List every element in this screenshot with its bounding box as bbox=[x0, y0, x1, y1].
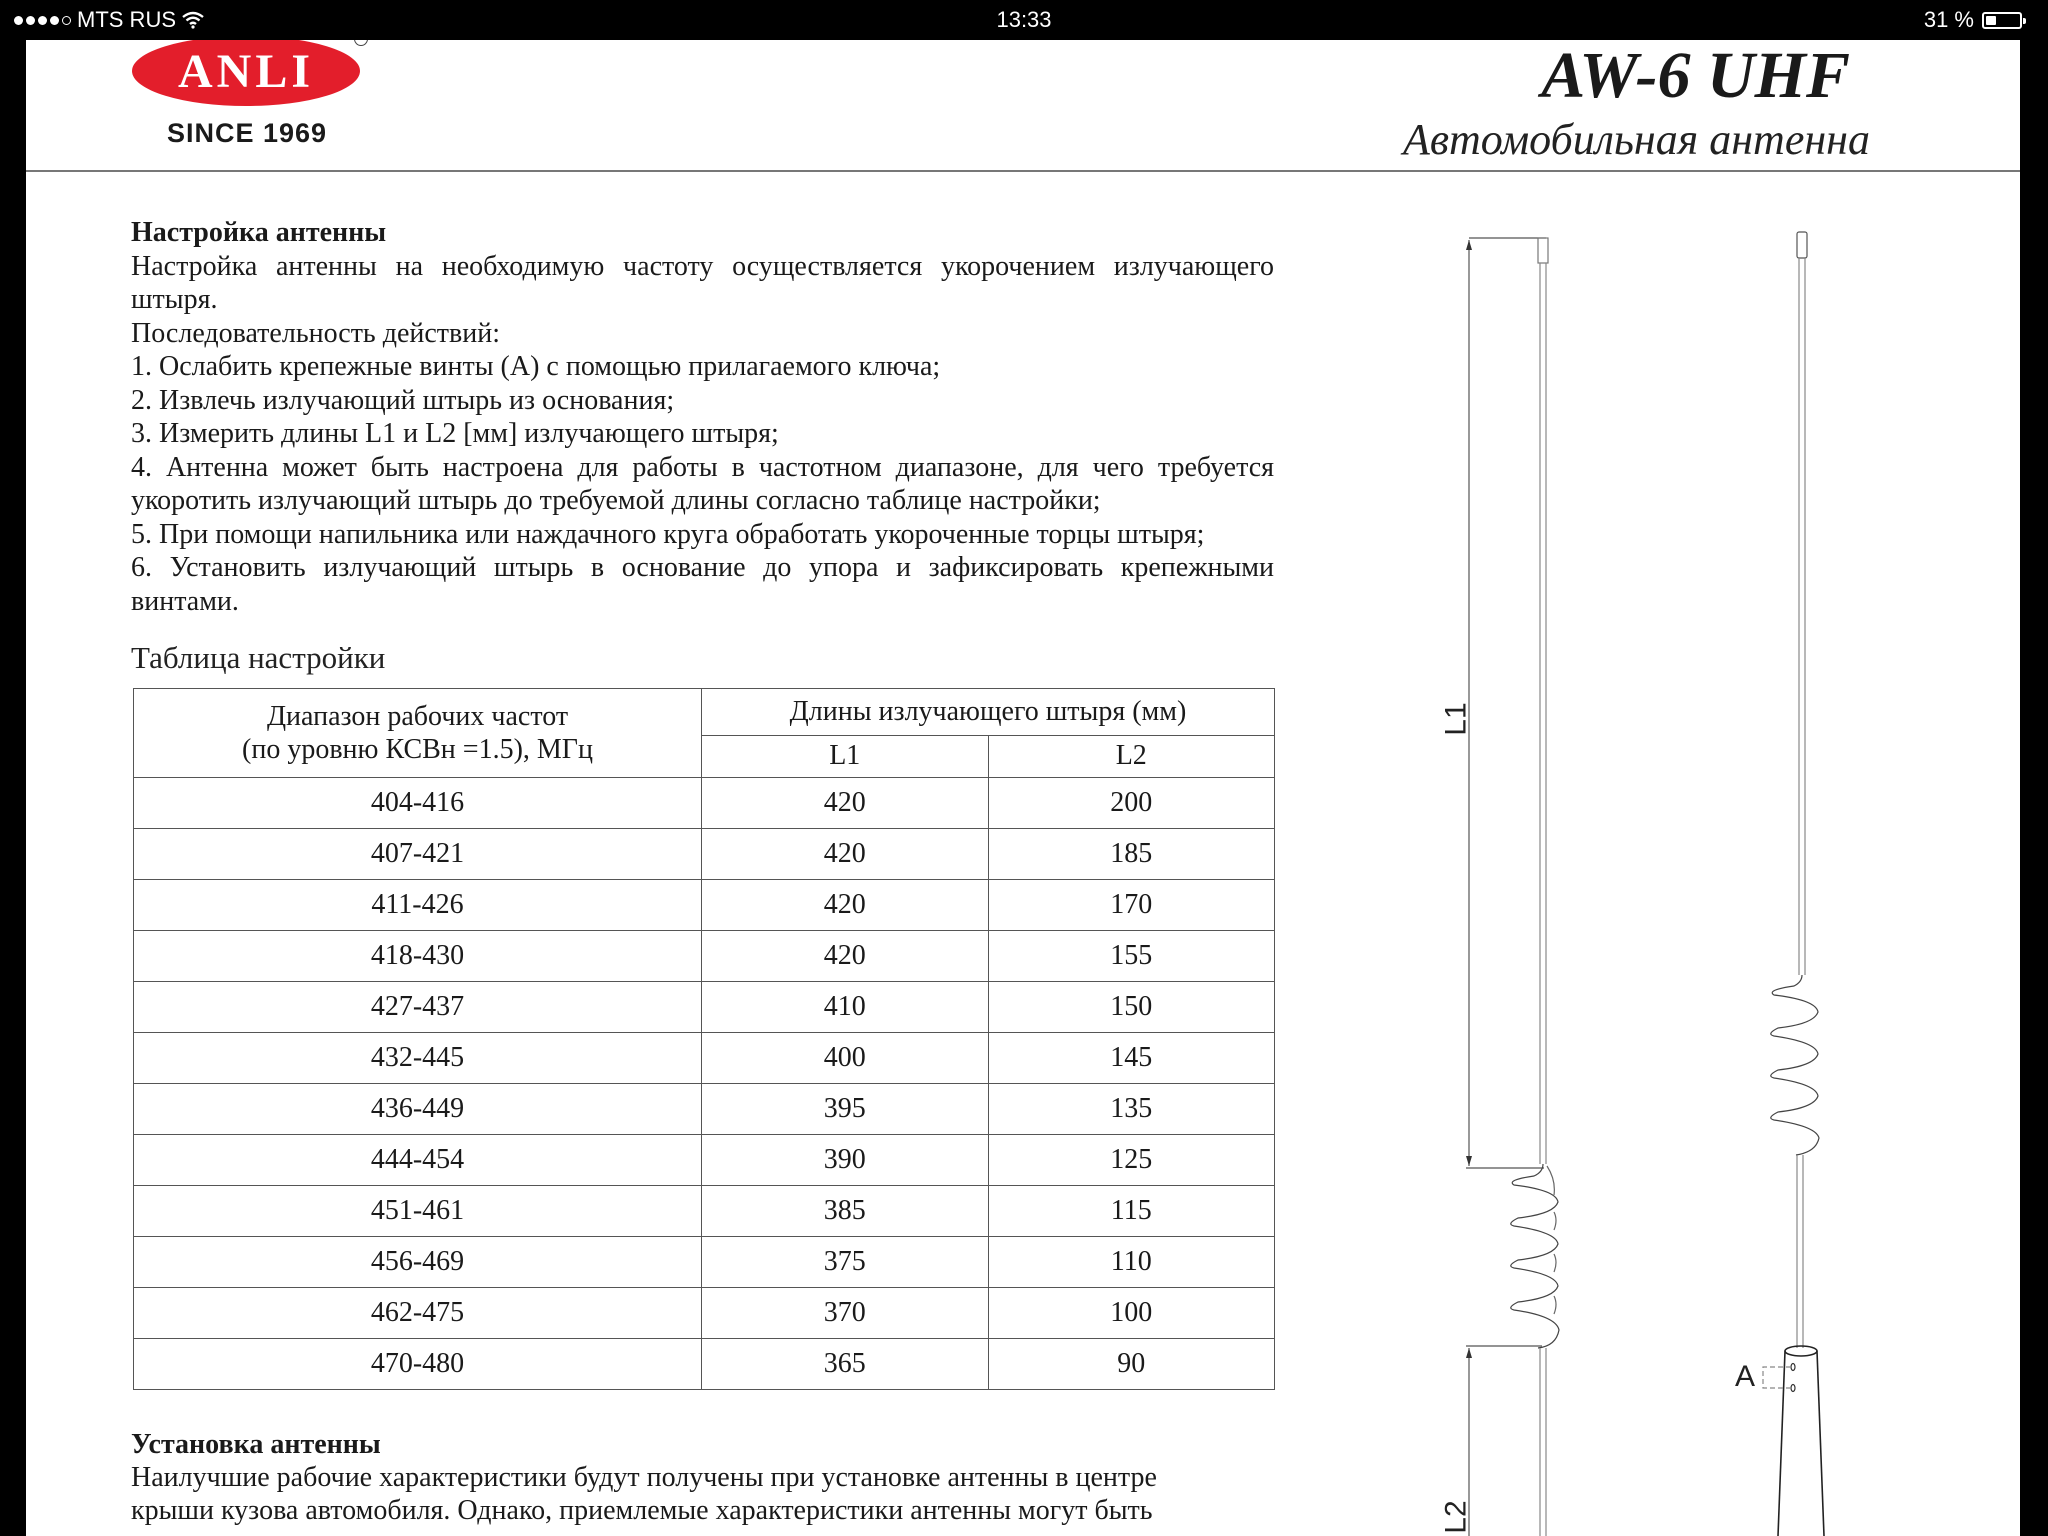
table-row bbox=[134, 1288, 1275, 1339]
tuning-table-body bbox=[134, 778, 1275, 1390]
product-title: AW-6 UHF bbox=[1541, 40, 1850, 112]
header-length: Длины излучающего штыря (мм) bbox=[702, 689, 1275, 736]
document-page[interactable] bbox=[26, 40, 2020, 1536]
table-row bbox=[134, 1084, 1275, 1135]
header-frequency-line2: (по уровню КСВн =1.5), МГц bbox=[242, 734, 593, 765]
right-antenna bbox=[1763, 232, 1824, 1536]
cell-freq: 407-421 bbox=[134, 829, 702, 880]
install-section bbox=[131, 1428, 1274, 1527]
cell-l2: 170 bbox=[988, 880, 1275, 931]
cell-l1: 375 bbox=[702, 1237, 989, 1288]
cell-freq: 470-480 bbox=[134, 1339, 702, 1390]
table-row bbox=[134, 1186, 1275, 1237]
tuning-intro: Настройка антенны на необходимую частоту осуществляется укорочением излучающего штыря. bbox=[131, 250, 1274, 315]
battery-fill bbox=[1986, 16, 1996, 25]
carrier-name: MTS RUS bbox=[77, 7, 176, 32]
install-heading: Установка антенны bbox=[131, 1429, 381, 1460]
battery-icon bbox=[1982, 12, 2022, 29]
screw-a-1 bbox=[1791, 1364, 1795, 1371]
label-l2: L2 bbox=[1439, 1500, 1473, 1534]
l1-arrow-top-icon bbox=[1466, 240, 1472, 250]
l2-arrow-top-icon bbox=[1466, 1348, 1472, 1358]
cell-freq: 444-454 bbox=[134, 1135, 702, 1186]
install-line-1: Наилучшие рабочие характеристики будут получены при установке антенны в центре bbox=[131, 1462, 1157, 1493]
install-line-2: крыши кузова автомобиля. Однако, приемлемые характеристики антенны могут быть bbox=[131, 1495, 1153, 1526]
table-row bbox=[134, 880, 1275, 931]
step-3: 3. Измерить длины L1 и L2 [мм] излучающего штыря; bbox=[131, 418, 779, 449]
rod-tip-cap bbox=[1538, 238, 1548, 263]
base-top bbox=[1785, 1346, 1817, 1356]
logo-brand: ANLI bbox=[177, 44, 315, 98]
header-divider bbox=[26, 170, 2020, 172]
cell-freq: 456-469 bbox=[134, 1237, 702, 1288]
cell-l2: 135 bbox=[988, 1084, 1275, 1135]
cell-l1: 410 bbox=[702, 982, 989, 1033]
antenna-drawing bbox=[1406, 220, 1906, 1536]
left-coil-back bbox=[1547, 1166, 1556, 1314]
cell-l2: 125 bbox=[988, 1135, 1275, 1186]
step-5: 5. При помощи напильника или наждачного круга обработать укороченные торцы штыря; bbox=[131, 518, 1205, 550]
cell-l1: 365 bbox=[702, 1339, 989, 1390]
cell-l2: 145 bbox=[988, 1033, 1275, 1084]
product-subtitle: Автомобильная антенна bbox=[1403, 115, 1870, 164]
cell-l1: 400 bbox=[702, 1033, 989, 1084]
step-4: 4. Антенна может быть настроена для работы в частотном диапазоне, для чего требуется укоротить излучающий штырь до требуемой длины согласно таблице настройки; bbox=[131, 451, 1274, 516]
cell-freq: 411-426 bbox=[134, 880, 702, 931]
cell-l2: 155 bbox=[988, 931, 1275, 982]
header-l1: L1 bbox=[702, 735, 989, 777]
cell-freq: 418-430 bbox=[134, 931, 702, 982]
table-row bbox=[134, 1033, 1275, 1084]
status-right bbox=[1924, 7, 2022, 33]
cell-l2: 150 bbox=[988, 982, 1275, 1033]
table-row bbox=[134, 1237, 1275, 1288]
logo-tagline: SINCE 1969 bbox=[166, 118, 328, 148]
cell-l2: 185 bbox=[988, 829, 1275, 880]
header-frequency-line1: Диапазон рабочих частот bbox=[266, 701, 569, 732]
cell-freq: 462-475 bbox=[134, 1288, 702, 1339]
sequence-label: Последовательность действий: bbox=[131, 317, 500, 349]
cell-freq: 427-437 bbox=[134, 982, 702, 1033]
cell-l1: 420 bbox=[702, 829, 989, 880]
table-row bbox=[134, 829, 1275, 880]
cell-l2: 200 bbox=[988, 778, 1275, 829]
cell-l1: 370 bbox=[702, 1288, 989, 1339]
table-row bbox=[134, 778, 1275, 829]
cell-l1: 420 bbox=[702, 778, 989, 829]
cell-l1: 420 bbox=[702, 931, 989, 982]
step-1: 1. Ослабить крепежные винты (А) с помощью прилагаемого ключа; bbox=[131, 351, 941, 382]
cell-freq: 404-416 bbox=[134, 778, 702, 829]
table-row bbox=[134, 1135, 1275, 1186]
cell-l2: 110 bbox=[988, 1237, 1275, 1288]
screw-a-2 bbox=[1791, 1385, 1795, 1392]
status-bar bbox=[0, 0, 2048, 40]
cell-l2: 115 bbox=[988, 1186, 1275, 1237]
table-row bbox=[134, 982, 1275, 1033]
logo-oval bbox=[132, 40, 360, 106]
cell-l2: 90 bbox=[988, 1339, 1275, 1390]
battery-percent: 31 % bbox=[1923, 7, 1974, 32]
cell-l1: 385 bbox=[702, 1186, 989, 1237]
cell-freq: 436-449 bbox=[134, 1084, 702, 1135]
tuning-section bbox=[131, 216, 1274, 618]
cell-l2: 100 bbox=[988, 1288, 1275, 1339]
tuning-table bbox=[133, 688, 1275, 1390]
tuning-heading: Настройка антенны bbox=[131, 217, 387, 248]
cell-l1: 395 bbox=[702, 1084, 989, 1135]
header-frequency bbox=[134, 689, 702, 778]
step-6: 6. Установить излучающий штырь в основание до упора и зафиксировать крепежными винтами. bbox=[131, 552, 1274, 617]
table-row bbox=[134, 1339, 1275, 1390]
rod-tip-cap-right bbox=[1797, 232, 1807, 258]
anli-logo bbox=[132, 40, 362, 149]
registered-mark-icon bbox=[354, 40, 368, 46]
cell-freq: 432-445 bbox=[134, 1033, 702, 1084]
table-row bbox=[134, 931, 1275, 982]
header-l2: L2 bbox=[988, 735, 1275, 777]
left-coil bbox=[1511, 1164, 1559, 1348]
label-l1: L1 bbox=[1439, 702, 1473, 736]
left-antenna bbox=[1466, 238, 1559, 1536]
cell-l1: 390 bbox=[702, 1135, 989, 1186]
step-2: 2. Извлечь излучающий штырь из основания; bbox=[131, 384, 675, 416]
l1-arrow-bottom-icon bbox=[1466, 1156, 1472, 1166]
table-title: Таблица настройки bbox=[131, 640, 386, 675]
cell-l1: 420 bbox=[702, 880, 989, 931]
antenna-diagram bbox=[1406, 220, 1906, 1536]
screw-callout bbox=[1763, 1367, 1791, 1388]
clock: 13:33 bbox=[996, 7, 1052, 32]
cell-freq: 451-461 bbox=[134, 1186, 702, 1237]
right-coil bbox=[1771, 975, 1819, 1155]
label-a: A bbox=[1735, 1360, 1756, 1393]
